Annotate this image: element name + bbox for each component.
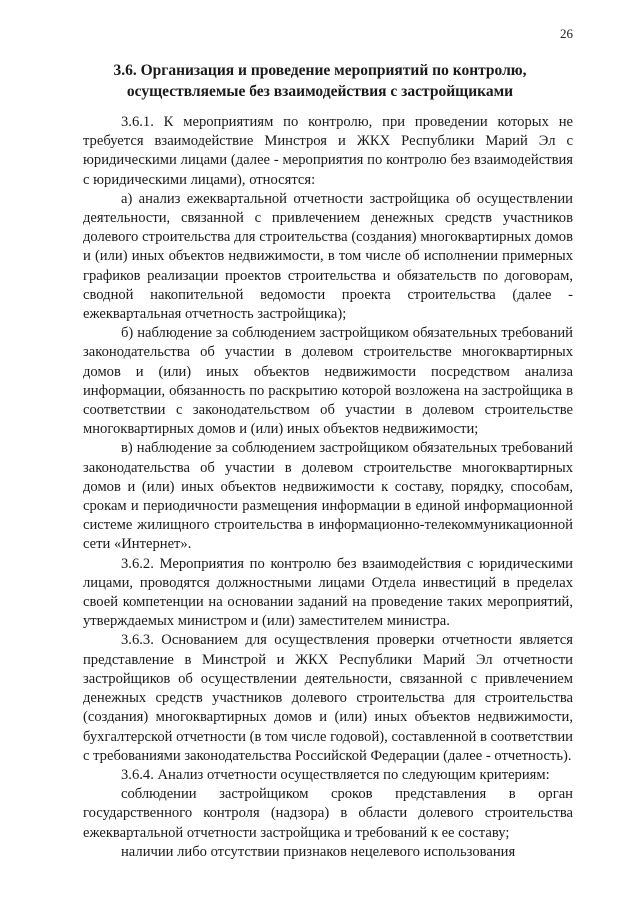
- page-number: 26: [560, 26, 573, 41]
- paragraph-item-b: б) наблюдение за соблюдением застройщиком обязательных требований законодательства об участии в долевом строительстве многоквартирных домов и (или) иных объектов недвижимости посредством анализа информации, обязанность по раскрытию которой возложена на застройщика в соответствии с законодательством об участии в долевом строительстве многоквартирных домов и (или) иных объектов недвижимости;: [83, 325, 573, 438]
- paragraph-3-6-3: 3.6.3. Основанием для осуществления проверки отчетности является представление в Минстрой и ЖКХ Республики Марий Эл отчетности застройщиков об осуществлении деятельности, связанной с привлечением денежных средств участников долевого строительства для строительства (создания) многоквартирных домов и (или) иных объектов недвижимости, бухгалтерской отчетности (в том числе годовой), составленной в соответствии с требованиями законодательства Российской Федерации (далее - отчетность).: [83, 632, 573, 764]
- section-title: [95, 60, 545, 102]
- criterion-deadlines: соблюдении застройщиком сроков представления в орган государственного контроля (надзора) в области долевого строительства ежеквартальной отчетности застройщика и требований к ее составу;: [83, 786, 573, 841]
- section-title-line-2: осуществляемые без взаимодействия с застройщиками: [126, 83, 514, 100]
- paragraph-3-6-4: 3.6.4. Анализ отчетности осуществляется по следующим критериям:: [121, 766, 550, 783]
- section-title-line-1: 3.6. Организация и проведение мероприятий по контролю,: [113, 62, 527, 79]
- criterion-misuse: наличии либо отсутствии признаков нецелевого использования: [121, 843, 516, 860]
- paragraph-item-v: в) наблюдение за соблюдением застройщиком обязательных требований законодательства об участии в долевом строительстве многоквартирных домов и (или) иных объектов недвижимости к составу, порядку, способам, срокам и периодичности размещения информации в единой информационной системе жилищного строительства в информационно-телекоммуникационной сети «Интернет».: [83, 440, 573, 553]
- paragraph-3-6-1: 3.6.1. К мероприятиям по контролю, при проведении которых не требуется взаимодействие Минстроя и ЖКХ Республики Марий Эл с юридическими лицами (далее - мероприятия по контролю без взаимодействия с юридическими лицами), относятся:: [83, 114, 573, 188]
- paragraph-item-a: а) анализ ежеквартальной отчетности застройщика об осуществлении деятельности, связанной с привлечением денежных средств участников долевого строительства для строительства (создания) многоквартирных домов и (или) иных объектов недвижимости, в том числе об исполнении примерных графиков реализации проектов строительства и обязательств по договорам, сводной накопительной ведомости проекта строительства (далее - ежеквартальная отчетность застройщика);: [83, 190, 573, 323]
- paragraph-3-6-2: 3.6.2. Мероприятия по контролю без взаимодействия с юридическими лицами, проводятся должностными лицами Отдела инвестиций в пределах своей компетенции на основании заданий на проведение таких мероприятий, утверждаемых министром и (или) заместителем министра.: [83, 555, 573, 630]
- document-body: [83, 113, 573, 862]
